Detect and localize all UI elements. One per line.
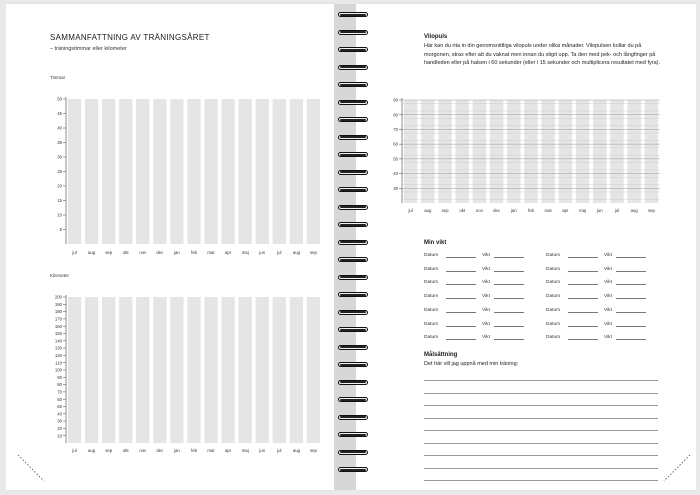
weight-label: Vikt: [482, 307, 490, 313]
y-tick-label: 40: [393, 171, 398, 177]
bar-sep: [645, 100, 658, 203]
y-tick-label: 10: [57, 212, 62, 218]
date-write-line: [446, 280, 476, 285]
page-title: SAMMANFATTNING AV TRÄNINGSÅRET: [50, 33, 210, 42]
writing-line: [424, 393, 658, 394]
y-tick-label: 90: [393, 97, 398, 103]
x-tick-label: dec: [156, 250, 164, 255]
weight-write-line: [494, 253, 524, 258]
writing-line: [424, 405, 658, 406]
weight-entry-row: [546, 308, 652, 313]
x-tick-label: okt: [122, 250, 129, 255]
weight-write-line: [616, 280, 646, 285]
y-tick-label: 45: [57, 111, 62, 117]
x-tick-label: aug: [292, 448, 300, 453]
x-tick-label: aug: [424, 208, 432, 213]
x-tick-label: jul: [277, 448, 282, 453]
writing-line: [424, 418, 658, 419]
y-tick-label: 130: [54, 345, 62, 351]
x-tick-label: sep: [105, 448, 113, 453]
weight-label: Vikt: [482, 266, 490, 272]
date-label: Datum: [424, 266, 439, 272]
weight-label: Vikt: [604, 335, 612, 341]
corner-perforation-left: [18, 455, 48, 485]
bar-nov: [473, 100, 486, 203]
weight-label: Vikt: [482, 294, 490, 300]
weight-write-line: [616, 267, 646, 272]
bar-jul: [404, 100, 417, 203]
x-tick-label: apr: [225, 448, 232, 453]
date-label: Datum: [424, 294, 439, 300]
date-label: Datum: [424, 280, 439, 286]
kilometer-axis-label: Kilometer: [50, 273, 70, 278]
weight-write-line: [494, 280, 524, 285]
x-tick-label: maj: [579, 208, 587, 213]
bar-jan: [507, 100, 520, 203]
date-write-line: [568, 322, 598, 327]
weight-write-line: [616, 294, 646, 299]
x-tick-label: mar: [207, 448, 215, 453]
y-tick-label: 30: [57, 418, 62, 424]
x-tick-label: jun: [259, 250, 266, 255]
x-tick-label: nov: [475, 208, 483, 213]
y-tick-label: 80: [57, 382, 62, 388]
date-write-line: [446, 267, 476, 272]
weight-entry-row: [424, 322, 530, 327]
x-tick-label: aug: [88, 250, 96, 255]
date-write-line: [568, 335, 598, 340]
y-tick-label: 30: [393, 185, 398, 191]
x-tick-label: jul: [277, 250, 282, 255]
date-write-line: [446, 308, 476, 313]
x-tick-label: jul: [72, 250, 77, 255]
y-tick-label: 170: [54, 316, 62, 322]
y-tick-label: 5: [59, 227, 62, 233]
bar-sep: [438, 100, 451, 203]
y-tick-label: 150: [54, 331, 62, 337]
writing-line: [424, 455, 658, 456]
y-tick-label: 25: [57, 169, 62, 175]
corner-perforation-right: [664, 455, 694, 485]
x-tick-label: jul: [72, 448, 77, 453]
x-tick-label: sep: [441, 208, 449, 213]
weight-label: Vikt: [482, 335, 490, 341]
weight-write-line: [494, 267, 524, 272]
x-tick-label: jul: [408, 208, 413, 213]
y-tick-label: 50: [57, 96, 62, 102]
x-tick-label: okt: [459, 208, 466, 213]
timmar-axis-label: Timmar: [50, 75, 66, 80]
x-tick-label: apr: [562, 208, 569, 213]
weight-entry-row: [424, 308, 530, 313]
date-write-line: [568, 280, 598, 285]
date-write-line: [568, 308, 598, 313]
x-tick-label: feb: [528, 208, 534, 213]
x-tick-label: sep: [105, 250, 113, 255]
weight-entry-row: [424, 280, 530, 285]
y-tick-label: 80: [393, 112, 398, 118]
y-tick-label: 40: [57, 125, 62, 131]
weight-entry-row: [546, 267, 652, 272]
writing-line: [424, 443, 658, 444]
weight-write-line: [616, 335, 646, 340]
x-tick-label: dec: [156, 448, 164, 453]
date-label: Datum: [546, 280, 561, 286]
y-tick-label: 20: [57, 426, 62, 431]
weight-label: Vikt: [604, 307, 612, 313]
weight-entry-row: [424, 294, 530, 299]
x-tick-label: dec: [493, 208, 501, 213]
date-label: Datum: [546, 294, 561, 300]
y-tick-label: 90: [57, 374, 62, 380]
y-tick-label: 180: [54, 309, 62, 315]
date-write-line: [568, 253, 598, 258]
weight-entry-row: [546, 322, 652, 327]
date-label: Datum: [424, 321, 439, 327]
weight-write-line: [494, 308, 524, 313]
x-tick-label: okt: [122, 448, 129, 453]
y-tick-label: 120: [54, 353, 62, 358]
weight-write-line: [494, 322, 524, 327]
date-write-line: [568, 267, 598, 272]
date-label: Datum: [424, 253, 439, 258]
bar-aug: [627, 100, 640, 203]
date-write-line: [446, 335, 476, 340]
y-tick-label: 200: [54, 294, 62, 300]
x-tick-label: sep: [309, 250, 317, 255]
x-tick-label: sep: [309, 448, 317, 453]
x-tick-label: jul: [614, 208, 620, 213]
writing-line: [424, 480, 658, 481]
min-vikt-heading: Min vikt: [424, 240, 447, 246]
x-tick-label: maj: [241, 250, 249, 255]
y-tick-label: 160: [54, 323, 62, 329]
writing-line: [424, 468, 658, 469]
y-tick-label: 70: [393, 127, 398, 133]
bar-dec: [490, 100, 503, 203]
y-tick-label: 60: [393, 141, 398, 147]
x-tick-label: jun: [596, 208, 603, 213]
weight-write-line: [616, 322, 646, 327]
weight-label: Vikt: [604, 321, 612, 327]
x-tick-label: sep: [647, 208, 655, 213]
date-label: Datum: [546, 266, 561, 272]
date-write-line: [446, 294, 476, 299]
weight-label: Vikt: [482, 280, 490, 286]
bar-jul: [610, 100, 623, 203]
weight-label: Vikt: [604, 253, 612, 258]
weight-entry-row: [424, 267, 530, 272]
weight-write-line: [494, 294, 524, 299]
y-tick-label: 100: [54, 367, 62, 373]
bar-maj: [576, 100, 589, 203]
y-tick-label: 15: [57, 198, 62, 204]
y-tick-label: 60: [57, 396, 62, 402]
date-write-line: [446, 253, 476, 258]
vilopuls-text: Här kan du rita in din genomsnittliga vilopuls under olika månader. Vilopulsen kollar du på morgonen, strax efter att du vaknat men innan du stigit upp. Ta den med pek- och långfinger på handleden eller på halsen i 60 sekunder (eller i 15 sekunder och multiplicera resultatet med fyra).: [424, 43, 661, 66]
weight-label: Vikt: [604, 280, 612, 286]
y-tick-label: 40: [57, 411, 62, 417]
y-tick-label: 30: [57, 154, 62, 160]
weight-entry-row: [424, 253, 530, 258]
x-tick-label: feb: [191, 448, 197, 453]
date-label: Datum: [546, 253, 561, 258]
x-tick-label: aug: [292, 250, 300, 255]
x-tick-label: aug: [630, 208, 638, 213]
y-tick-label: 20: [57, 183, 62, 189]
weight-write-line: [616, 253, 646, 258]
date-label: Datum: [546, 335, 561, 341]
weight-label: Vikt: [604, 294, 612, 300]
weight-entry-row: [546, 335, 652, 340]
x-tick-label: jan: [174, 250, 180, 255]
x-tick-label: jan: [174, 448, 180, 453]
writing-line: [424, 380, 658, 381]
x-tick-label: nov: [139, 250, 147, 255]
date-label: Datum: [424, 307, 439, 313]
bar-aug: [421, 100, 434, 203]
date-label: Datum: [424, 335, 439, 341]
weight-label: Vikt: [482, 253, 490, 258]
date-write-line: [446, 322, 476, 327]
x-tick-label: nov: [139, 448, 147, 453]
y-tick-label: 110: [55, 360, 62, 366]
page-subtitle: – träningstimmar eller kilometer: [50, 46, 127, 52]
weight-label: Vikt: [482, 321, 490, 327]
weight-entry-row: [424, 335, 530, 340]
writing-line: [424, 430, 658, 431]
weight-write-line: [616, 308, 646, 313]
vilopuls-heading: Vilopuls: [424, 34, 448, 40]
x-tick-label: jan: [510, 208, 517, 213]
x-tick-label: apr: [225, 250, 232, 255]
x-tick-label: feb: [191, 250, 197, 255]
x-tick-label: aug: [88, 448, 96, 453]
date-label: Datum: [546, 321, 561, 327]
weight-label: Vikt: [604, 266, 612, 272]
y-tick-label: 140: [54, 338, 62, 344]
bar-jun: [593, 100, 606, 203]
malsattning-text: Det här vill jag uppnå med min träning:: [424, 361, 519, 367]
y-tick-label: 35: [57, 140, 62, 146]
date-label: Datum: [546, 307, 561, 313]
x-tick-label: jun: [259, 448, 266, 453]
x-tick-label: mar: [544, 208, 552, 213]
x-tick-label: mar: [207, 250, 215, 255]
bar-apr: [559, 100, 572, 203]
y-tick-label: 50: [393, 156, 398, 162]
bar-okt: [455, 100, 468, 203]
weight-write-line: [494, 335, 524, 340]
y-tick-label: 10: [57, 433, 62, 439]
malsattning-heading: Målsättning: [424, 352, 458, 358]
bar-mar: [541, 100, 554, 203]
weight-entry-row: [546, 294, 652, 299]
bar-feb: [524, 100, 537, 203]
x-tick-label: maj: [241, 448, 249, 453]
weight-entry-row: [546, 253, 652, 258]
y-tick-label: 190: [54, 301, 62, 307]
date-write-line: [568, 294, 598, 299]
y-tick-label: 70: [57, 389, 62, 395]
y-tick-label: 50: [57, 404, 62, 410]
weight-entry-row: [546, 280, 652, 285]
